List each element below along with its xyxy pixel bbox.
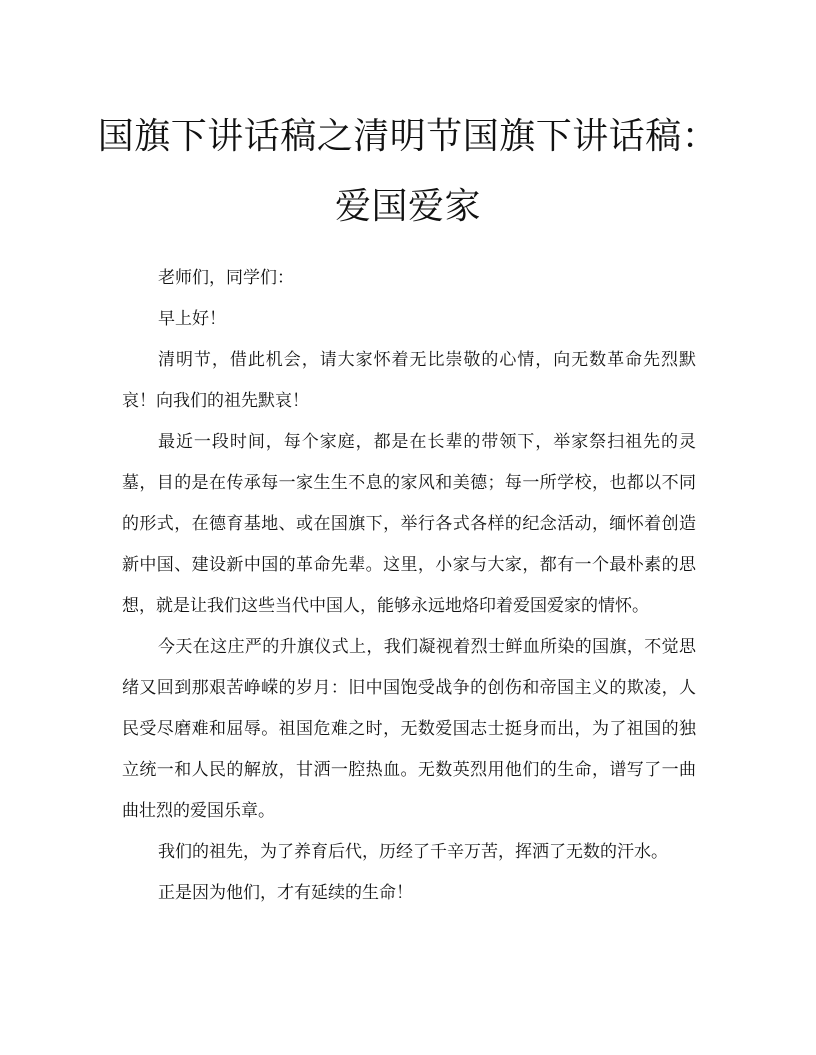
paragraph-greeting: 老师们，同学们： xyxy=(158,268,294,288)
paragraph-family-tradition: 最近一段时间，每个家庭，都是在长辈的带领下，举家祭扫祖先的灵墓，目的是在传承每一家生生不息的家风和美德；每一所学校，也都以不同的形式，在德育基地、或在国旗下，举行各式各样的纪念活动，缅怀着创造新中国、建设新中国的革命先辈。这里，小家与大家，都有一个最朴素的思想，就是让我们这些当代中国人，能够永远地烙印着爱国爱家的情怀。 xyxy=(122,432,696,616)
paragraph-good-morning: 早上好！ xyxy=(158,309,226,329)
paragraph-life: 正是因为他们，才有延续的生命！ xyxy=(158,883,413,903)
document-body xyxy=(122,258,696,914)
paragraph-flag-ceremony: 今天在这庄严的升旗仪式上，我们凝视着烈士鲜血所染的国旗，不觉思绪又回到那艰苦峥嵘的岁月：旧中国饱受战争的创伤和帝国主义的欺凌，人民受尽磨难和屈辱。祖国危难之时，无数爱国志士挺身而出，为了祖国的独立统一和人民的解放，甘洒一腔热血。无数英烈用他们的生命，谱写了一曲曲壮烈的爱国乐章。 xyxy=(122,637,696,821)
paragraph-tribute: 清明节，借此机会，请大家怀着无比崇敬的心情，向无数革命先烈默哀！向我们的祖先默哀！ xyxy=(122,350,696,411)
document-title: 国旗下讲话稿之清明节国旗下讲话稿：爱国爱家 xyxy=(97,116,719,227)
paragraph-ancestors: 我们的祖先，为了养育后代，历经了千辛万苦，挥洒了无数的汗水。 xyxy=(158,842,668,862)
